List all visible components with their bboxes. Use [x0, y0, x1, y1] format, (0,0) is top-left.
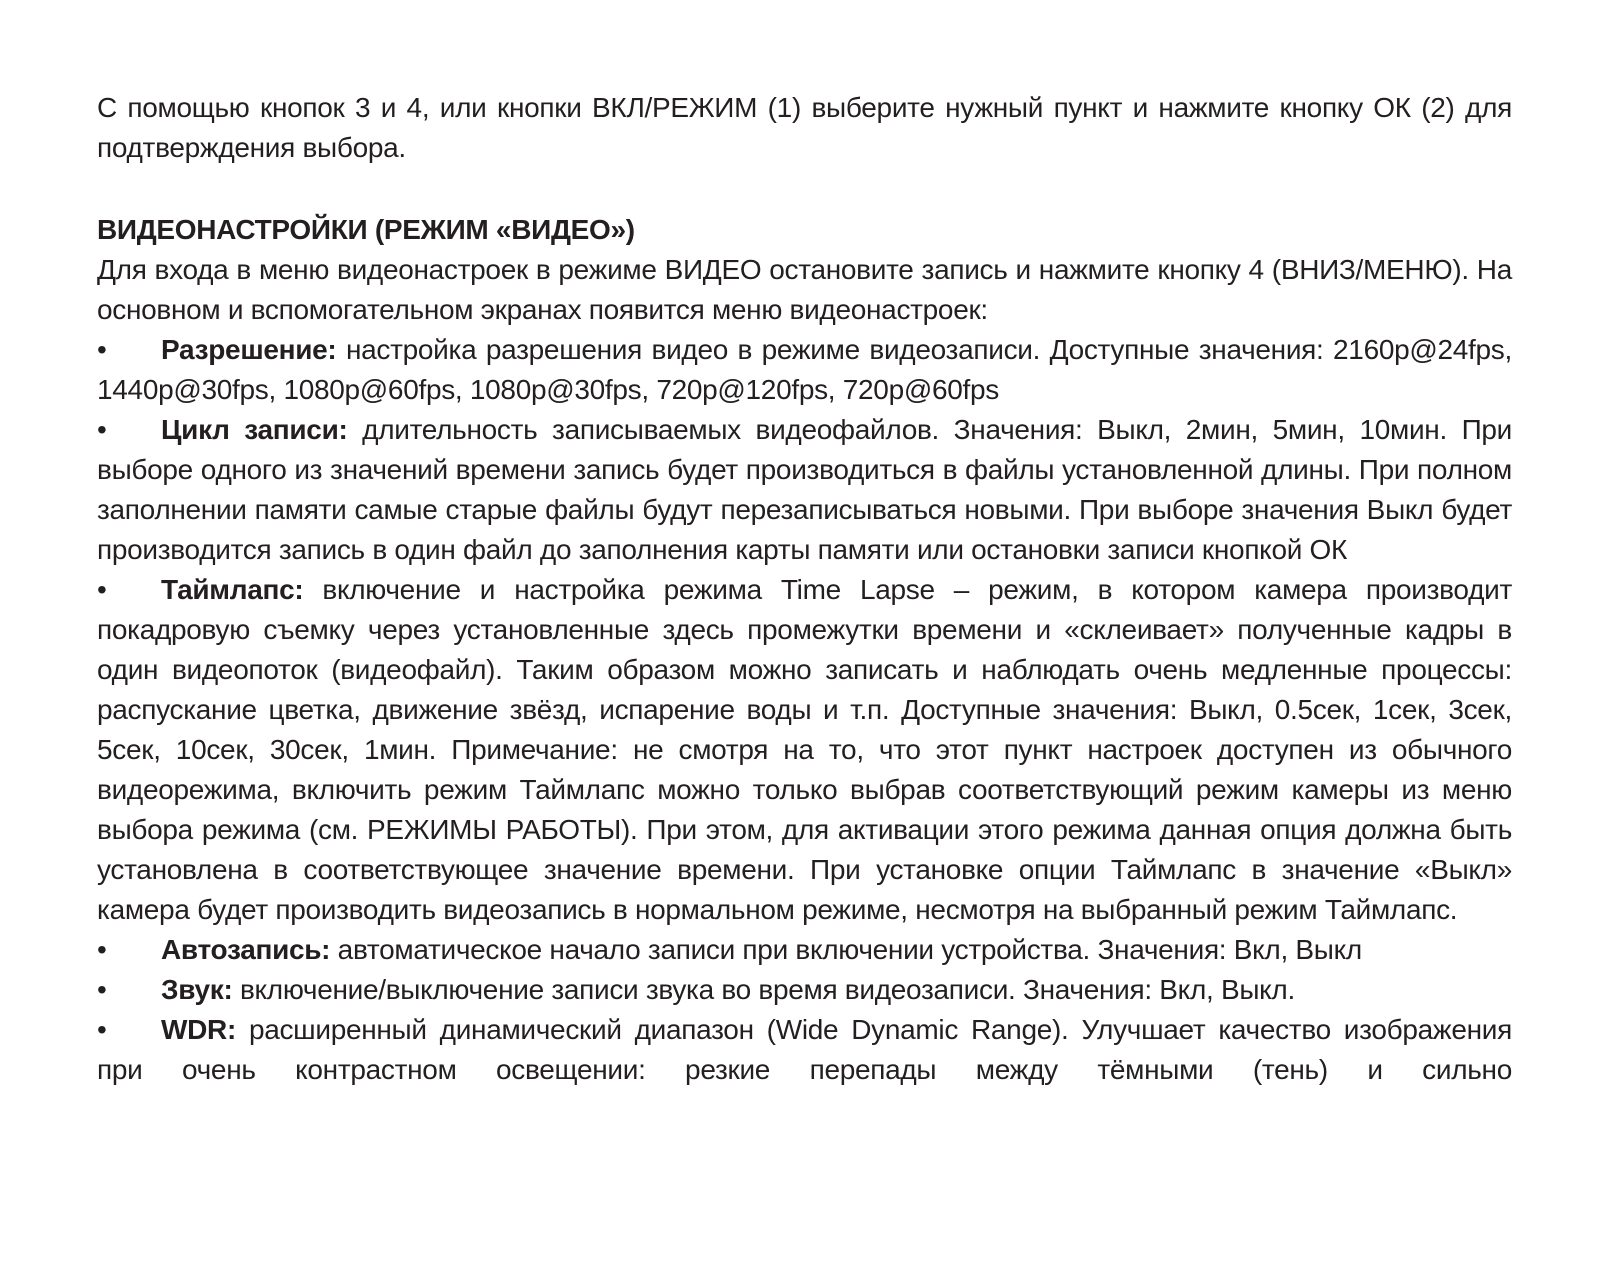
bullet-marker: • [97, 934, 107, 965]
list-item-loop-recording [97, 410, 1512, 570]
list-item-sound [97, 970, 1512, 1010]
item-term: Таймлапс: [161, 574, 304, 605]
item-description: длительность записываемых видеофайлов. Значения: Выкл, 2мин, 5мин, 10мин. При выборе одного из значений времени запись будет производиться в файлы установленной длины. При полном заполнении памяти самые старые файлы будут перезаписываться новыми. При выборе значения Выкл будет производится запись в один файл до заполнения карты памяти или остановки записи кнопкой ОК [97, 414, 1513, 565]
bullet-marker: • [97, 334, 107, 365]
item-term: WDR: [161, 1014, 236, 1045]
intro-paragraph: С помощью кнопок 3 и 4, или кнопки ВКЛ/РЕЖИМ (1) выберите нужный пункт и нажмите кнопку ОК (2) для подтверждения выбора. [97, 92, 1512, 163]
list-item-autorecord [97, 930, 1512, 970]
document-page [97, 88, 1512, 1090]
item-term: Цикл записи: [161, 414, 348, 445]
video-settings-section [97, 210, 1512, 1090]
bullet-marker: • [97, 1014, 107, 1045]
item-description: настройка разрешения видео в режиме видеозаписи. Доступные значения: 2160p@24fps, 1440p@30fps, 1080p@60fps, 1080p@30fps, 720p@120fps, 720p@60fps [97, 334, 1512, 405]
item-description: расширенный динамический диапазон (Wide Dynamic Range). Улучшает качество изображения при очень контрастном освещении: резкие перепады между тёмными (тень) и сильно [97, 1014, 1512, 1085]
item-term: Звук: [161, 974, 233, 1005]
item-description: автоматическое начало записи при включении устройства. Значения: Вкл, Выкл [330, 934, 1362, 965]
item-term: Автозапись: [161, 934, 331, 965]
item-term: Разрешение: [161, 334, 337, 365]
item-description: включение и настройка режима Time Lapse – режим, в котором камера производит покадровую съемку через установленные здесь промежутки времени и «склеивает» полученные кадры в один видеопоток (видеофайл). Таким образом можно записать и наблюдать очень медленные процессы: распускание цветка, движение звёзд, испарение воды и т.п. Доступные значения: Выкл, 0.5сек, 1сек, 3сек, 5сек, 10сек, 30сек, 1мин. Примечание: не смотря на то, что этот пункт настроек доступен из обычного видеорежима, включить режим Таймлапс можно только выбрав соответствующий режим камеры из меню выбора режима (см. РЕЖИМЫ РАБОТЫ). При этом, для активации этого режима данная опция должна быть установлена в соответствующее значение времени. При установке опции Таймлапс в значение «Выкл» камера будет производить видеозапись в нормальном режиме, несмотря на выбранный режим Таймлапс. [97, 574, 1512, 925]
section-lead-paragraph: Для входа в меню видеонастроек в режиме ВИДЕО остановите запись и нажмите кнопку 4 (ВНИЗ/МЕНЮ). На основном и вспомогательном экранах появится меню видеонастроек: [97, 254, 1512, 325]
settings-list [97, 330, 1512, 1090]
bullet-marker: • [97, 414, 107, 445]
list-item-timelapse [97, 570, 1512, 930]
bullet-marker: • [97, 574, 107, 605]
item-description: включение/выключение записи звука во время видеозаписи. Значения: Вкл, Выкл. [232, 974, 1295, 1005]
section-heading: ВИДЕОНАСТРОЙКИ (РЕЖИМ «ВИДЕО») [97, 214, 635, 245]
list-item-wdr [97, 1010, 1512, 1090]
bullet-marker: • [97, 974, 107, 1005]
list-item-resolution [97, 330, 1512, 410]
